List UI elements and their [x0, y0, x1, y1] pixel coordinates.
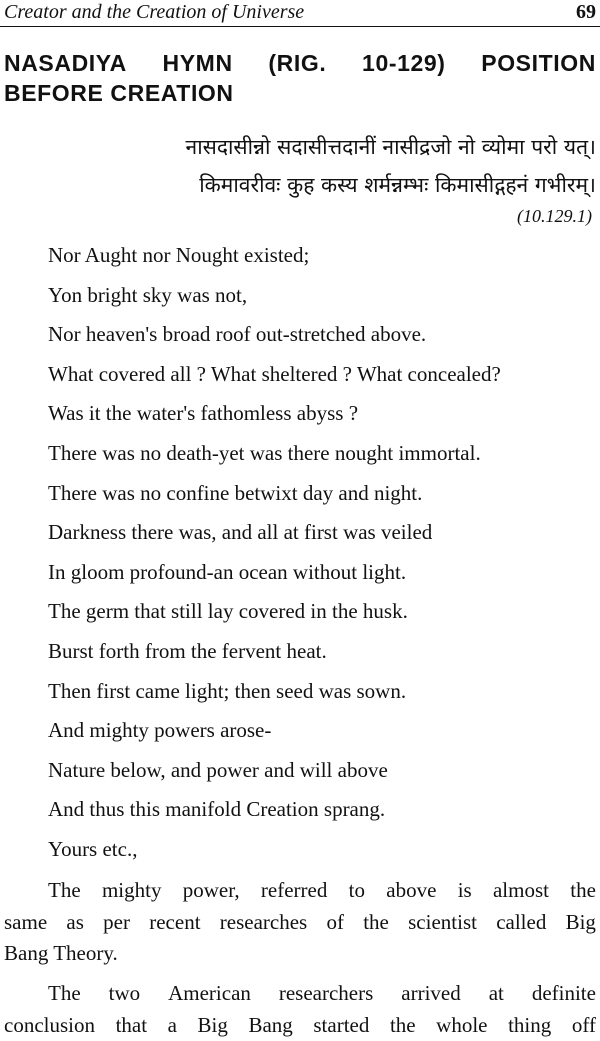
word: same	[4, 909, 48, 934]
heading-word: NASADIYA	[4, 50, 127, 76]
poem-line: Yours etc.,	[48, 836, 138, 861]
word: started	[313, 1012, 370, 1037]
word: Big	[197, 1012, 228, 1037]
poem-line: Nature below, and power and will above	[48, 757, 388, 782]
word: arrived	[401, 981, 461, 1005]
word: Big	[565, 909, 596, 934]
word: The	[48, 878, 81, 902]
poem-line: Was it the water's fathomless abyss ?	[48, 401, 359, 426]
poem-line: And mighty powers arose-	[48, 718, 272, 743]
body-paragraph-1	[4, 875, 596, 970]
sanskrit-line-2: किमावरीवः कुह कस्य शर्मन्नम्भः किमासीद्गहनं गभीरम्।	[199, 173, 596, 197]
word: conclusion	[4, 1012, 95, 1037]
word: above	[386, 878, 437, 902]
poem-translation	[48, 236, 600, 870]
poem-line: There was no death-yet was there nought immortal.	[48, 440, 481, 465]
heading-word: (RIG.	[268, 50, 327, 76]
paragraph-line	[4, 978, 596, 1010]
poem-line: What covered all ? What sheltered ? What concealed?	[48, 361, 501, 386]
poem-line: Burst forth from the fervent heat.	[48, 638, 327, 663]
word: thing	[508, 1012, 552, 1037]
sanskrit-verse	[74, 128, 596, 204]
word: that	[115, 1012, 148, 1037]
word: scientist	[408, 909, 477, 934]
word: power,	[182, 878, 240, 902]
word: whole	[436, 1012, 488, 1037]
word: American	[168, 981, 251, 1005]
word: researches	[219, 909, 308, 934]
word: at	[488, 981, 504, 1005]
paragraph-line	[4, 907, 596, 939]
verse-reference: (10.129.1)	[517, 206, 592, 226]
word: mighty	[101, 878, 162, 902]
section-heading-line-1	[4, 48, 596, 78]
word: Bang	[248, 1012, 293, 1037]
heading-word: 10-129)	[362, 50, 446, 76]
poem-line: There was no confine betwixt day and night.	[48, 480, 423, 505]
word: of	[326, 909, 344, 934]
poem-line: And thus this manifold Creation sprang.	[48, 797, 386, 822]
paragraph-line	[4, 875, 596, 907]
poem-line: Nor Aught nor Nought existed;	[48, 243, 310, 267]
word: per	[103, 909, 130, 934]
word: the	[363, 909, 389, 934]
word: the	[570, 878, 596, 902]
word: researchers	[278, 981, 374, 1005]
poem-line: The germ that still lay covered in the husk.	[48, 599, 408, 624]
word: the	[389, 1012, 416, 1037]
word: to	[348, 878, 365, 902]
word: The	[48, 981, 81, 1005]
poem-line: Nor heaven's broad roof out-stretched above.	[48, 322, 427, 347]
heading-word: HYMN	[162, 50, 233, 76]
poem-line: In gloom profound-an ocean without light.	[48, 559, 407, 584]
word: a	[167, 1012, 177, 1037]
page-number: 69	[576, 1, 596, 23]
word: recent	[149, 909, 201, 934]
running-header	[0, 0, 600, 27]
word: definite	[531, 981, 596, 1005]
paragraph-line: Bang Theory.	[4, 941, 118, 965]
section-heading	[4, 48, 596, 108]
heading-word: POSITION	[481, 50, 596, 76]
sanskrit-line-1: नासदासीन्नो सदासीत्तदानीं नासीद्रजो नो व्योमा परो यत्।	[185, 135, 596, 159]
word: almost	[492, 878, 549, 902]
word: is	[457, 878, 472, 902]
word: referred	[260, 878, 328, 902]
paragraph-line	[4, 1010, 596, 1041]
word: as	[66, 909, 84, 934]
running-title: Creator and the Creation of Universe	[4, 1, 305, 23]
poem-line: Darkness there was, and all at first was veiled	[48, 520, 433, 545]
poem-line: Yon bright sky was not,	[48, 282, 248, 307]
poem-line: Then first came light; then seed was sown.	[48, 678, 407, 703]
section-heading-line-2: BEFORE CREATION	[4, 80, 234, 106]
body-paragraph-2	[4, 978, 596, 1041]
word: called	[496, 909, 547, 934]
word: two	[108, 981, 141, 1005]
word: off	[571, 1012, 596, 1037]
